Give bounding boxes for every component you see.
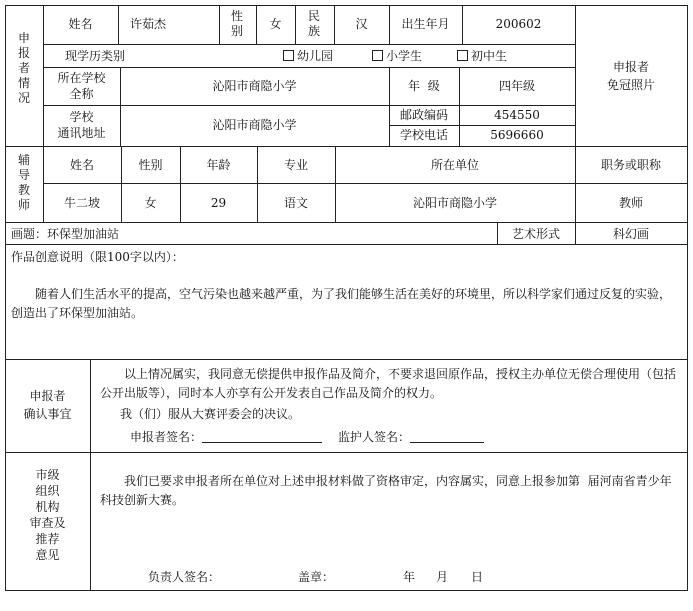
review-label-line: 机构 [35,500,60,514]
school-value: 沁阳市商隐小学 [212,79,297,93]
address-label-1: 学校 [69,110,94,124]
rule [43,105,575,106]
grade-value: 四年级 [498,79,535,93]
review-text: 我们已要求申报者所在单位对上述申报材料做了资格审定，内容属实，同意上报参加第 届河南省青少年科技创新大赛。 [100,474,672,507]
confirm-label-2: 确认事宜 [23,407,72,421]
birth-value: 200602 [495,17,542,31]
postcode-value: 454550 [494,108,540,122]
desc-label: 作品创意说明（限100字以内）： [11,250,184,264]
tutor-unit-label: 所在单位 [430,158,479,172]
art-form-value: 科幻画 [612,227,649,241]
artwork-title: 画题：环保型加油站 [11,227,120,241]
rule [575,5,576,146]
tutor-name-label: 姓名 [69,158,94,172]
review-label-line: 意见 [35,548,60,562]
tutor-title-value: 教师 [618,196,643,210]
signer-signature-field[interactable] [202,430,322,443]
tutor-name-value: 牛二坡 [63,196,100,210]
confirm-text-2: 我（们）服从大赛评委会的决议。 [120,407,301,421]
rule [219,5,220,44]
checkbox-icon [372,50,383,61]
border-top [5,5,687,6]
grade-label: 年 级 [408,79,440,93]
tutor-section-label: 辅导教师 [17,153,30,212]
education-label: 现学历类别 [65,49,126,63]
rule [90,359,91,591]
applicant-section-label: 申报者情况 [17,31,30,105]
gender-value: 女 [269,17,282,31]
option-primary[interactable]: 小学生 [372,49,422,64]
address-value: 沁阳市商隐小学 [212,118,297,132]
review-label-line: 推荐 [35,532,60,546]
name-value: 许茹杰 [129,17,166,31]
school-label-2: 全称 [69,87,94,101]
guardian-label: 监护人签名： [338,430,411,444]
day-label: 日 [471,570,484,584]
border-bottom [5,590,687,591]
review-label-line: 组织 [35,484,60,498]
review-label-line: 市级 [35,468,60,482]
signer-line [130,430,322,445]
option-kindergarten[interactable]: 幼儿园 [283,49,333,64]
tutor-title-label: 职务或职称 [600,158,661,172]
signer-label: 申报者签名： [130,430,203,444]
border-right [687,5,688,591]
photo-label-1: 申报者 [612,60,649,74]
confirm-label-1: 申报者 [29,389,66,403]
phone-value: 5696660 [490,128,544,142]
ethnicity-label: 民族 [307,9,320,38]
month-label: 月 [436,570,449,584]
rule [43,67,575,68]
name-label: 姓名 [68,17,93,31]
rule [43,183,687,184]
tutor-major-value: 语文 [283,196,308,210]
review-label [5,467,90,563]
art-form-label: 艺术形式 [511,227,560,241]
tutor-gender-value: 女 [144,196,157,210]
rule [5,222,687,223]
rule [43,44,575,45]
checkbox-icon [457,50,468,61]
photo-label-2: 免冠照片 [606,78,655,92]
confirm-text: 以上情况属实，我同意无偿提供申报作品及简介，不要求退回原作品，授权主办单位无偿合理使用（包括公开出版等），同时本人亦享有公开发表自己作品及简介的权力。 [100,367,677,400]
year-label: 年 [403,570,416,584]
birth-label: 出生年月 [401,17,450,31]
desc-text: 随着人们生活水平的提高，空气污染也越来越严重，为了我们能够生活在美好的环境里，所以科学家们通过反复的实验，创造出了环保型加油站。 [11,287,672,320]
tutor-unit-value: 沁阳市商隐小学 [412,196,497,210]
checkbox-icon [283,50,294,61]
school-label-1: 所在学校 [57,71,106,85]
ethnicity-value: 汉 [355,17,368,31]
rule [295,5,296,44]
phone-label: 学校电话 [399,128,448,142]
tutor-age-label: 年龄 [206,158,231,172]
rule [5,244,687,245]
gender-label: 性别 [230,9,243,38]
tutor-major-label: 专业 [283,158,308,172]
review-label-line: 审查及 [29,516,66,530]
rule [5,452,687,453]
postcode-label: 邮政编码 [399,108,448,122]
rule [389,125,575,126]
guardian-line [338,430,484,445]
responsible-sign-label: 负责人签名： [148,570,221,584]
tutor-age-value: 29 [210,196,227,210]
rule [5,146,687,147]
tutor-gender-label: 性别 [138,158,163,172]
address-label-2: 通讯地址 [57,126,106,140]
rule [5,359,687,360]
guardian-signature-field[interactable] [410,430,484,443]
option-junior[interactable]: 初中生 [457,49,507,64]
seal-label: 盖章： [298,570,335,584]
